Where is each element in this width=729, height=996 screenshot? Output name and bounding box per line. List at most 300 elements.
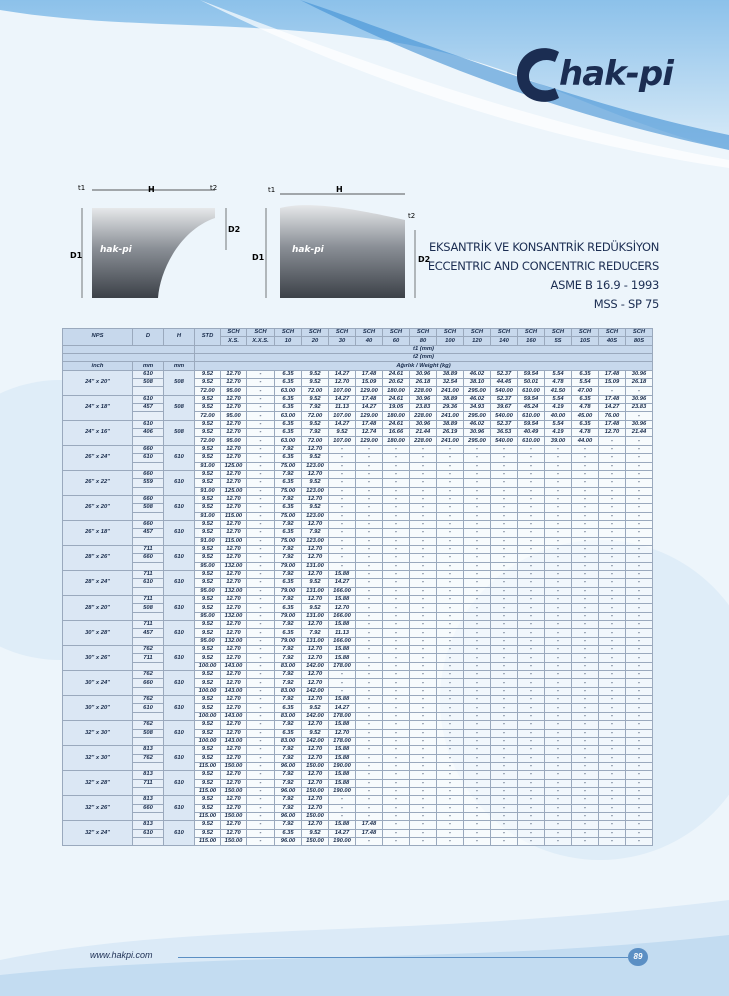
value-cell: 12.70 <box>221 579 247 587</box>
value-cell: - <box>464 671 491 679</box>
value-cell: 295.00 <box>464 412 491 420</box>
value-cell: - <box>518 679 545 687</box>
header-weight: Ağırlık / Weight (kg) <box>195 362 653 370</box>
value-cell: - <box>464 454 491 462</box>
value-cell: 46.02 <box>464 395 491 403</box>
value-cell: - <box>491 529 518 537</box>
value-cell: 150.00 <box>302 762 329 770</box>
value-cell: 34.93 <box>464 404 491 412</box>
value-cell: - <box>383 746 410 754</box>
value-cell: - <box>572 445 599 453</box>
value-cell: - <box>491 462 518 470</box>
value-cell: - <box>437 837 464 845</box>
value-cell: - <box>572 754 599 762</box>
value-cell: - <box>518 729 545 737</box>
value-cell: - <box>545 721 572 729</box>
value-cell: - <box>572 762 599 770</box>
value-cell: - <box>383 520 410 528</box>
value-cell: - <box>464 737 491 745</box>
value-cell: - <box>518 712 545 720</box>
table-row <box>63 687 653 695</box>
value-cell: 9.52 <box>195 596 221 604</box>
value-cell: - <box>626 787 653 795</box>
table-row <box>63 554 653 562</box>
value-cell: - <box>599 729 626 737</box>
value-cell: - <box>599 479 626 487</box>
value-cell: - <box>518 821 545 829</box>
value-cell: 12.70 <box>221 379 247 387</box>
nps-cell: 24" x 20" <box>63 370 133 395</box>
d-cell: 762 <box>133 696 164 704</box>
header-sch: SCH <box>464 329 491 337</box>
value-cell: - <box>491 779 518 787</box>
h-cell: 610 <box>164 721 195 746</box>
value-cell: - <box>599 462 626 470</box>
value-cell: - <box>545 804 572 812</box>
value-cell: - <box>518 654 545 662</box>
value-cell: - <box>437 495 464 503</box>
value-cell: 9.52 <box>195 804 221 812</box>
value-cell: - <box>383 545 410 553</box>
value-cell: 143.00 <box>221 737 247 745</box>
d-cell: 508 <box>133 504 164 512</box>
table-row <box>63 479 653 487</box>
value-cell: - <box>626 479 653 487</box>
value-cell: 178.00 <box>329 712 356 720</box>
value-cell: - <box>572 545 599 553</box>
value-cell: 9.52 <box>195 696 221 704</box>
value-cell: - <box>518 779 545 787</box>
value-cell: - <box>464 562 491 570</box>
value-cell: 96.00 <box>275 787 302 795</box>
value-cell: - <box>599 829 626 837</box>
value-cell: 7.92 <box>275 554 302 562</box>
value-cell: 12.70 <box>302 721 329 729</box>
d-cell: 610 <box>133 370 164 378</box>
value-cell: 79.00 <box>275 587 302 595</box>
value-cell: - <box>383 554 410 562</box>
value-cell: - <box>410 495 437 503</box>
value-cell: - <box>356 646 383 654</box>
value-cell: - <box>464 537 491 545</box>
value-cell: - <box>491 804 518 812</box>
value-cell: - <box>329 479 356 487</box>
header-row-t1 <box>63 345 653 353</box>
value-cell: - <box>437 712 464 720</box>
value-cell: 9.52 <box>195 754 221 762</box>
value-cell: 46.02 <box>464 370 491 378</box>
value-cell: - <box>410 812 437 820</box>
header-sch-name: 140 <box>491 337 518 345</box>
value-cell: - <box>247 445 275 453</box>
value-cell: - <box>437 612 464 620</box>
value-cell: - <box>437 562 464 570</box>
nps-cell: 24" x 16" <box>63 420 133 445</box>
value-cell: 44.45 <box>491 379 518 387</box>
value-cell: - <box>518 629 545 637</box>
value-cell: - <box>491 704 518 712</box>
value-cell: - <box>626 637 653 645</box>
value-cell: - <box>491 754 518 762</box>
drawing-logo-2: hak-pi <box>292 245 324 255</box>
header-sch-name: 10 <box>275 337 302 345</box>
value-cell: - <box>247 596 275 604</box>
value-cell: - <box>437 787 464 795</box>
value-cell: 9.52 <box>195 479 221 487</box>
value-cell: - <box>247 696 275 704</box>
h-cell: 610 <box>164 771 195 796</box>
h-cell: 610 <box>164 821 195 846</box>
brand-logo <box>511 40 691 110</box>
value-cell: - <box>545 671 572 679</box>
table-row <box>63 612 653 620</box>
value-cell: 17.48 <box>356 829 383 837</box>
value-cell: - <box>599 487 626 495</box>
value-cell: 26.19 <box>437 429 464 437</box>
value-cell: - <box>383 629 410 637</box>
value-cell: 32.54 <box>437 379 464 387</box>
value-cell: - <box>410 621 437 629</box>
value-cell: - <box>545 696 572 704</box>
dim-d1-1: D1 <box>70 251 83 260</box>
value-cell: - <box>247 495 275 503</box>
value-cell: 26.18 <box>410 379 437 387</box>
value-cell: - <box>572 729 599 737</box>
value-cell: 12.70 <box>221 470 247 478</box>
value-cell: 6.35 <box>275 629 302 637</box>
value-cell: 178.00 <box>329 737 356 745</box>
value-cell: 100.00 <box>195 662 221 670</box>
d-cell: 711 <box>133 545 164 553</box>
reducer-spec-table <box>62 328 653 846</box>
unit-mm: mm <box>133 362 164 370</box>
value-cell: - <box>383 721 410 729</box>
table-row <box>63 529 653 537</box>
value-cell: - <box>599 570 626 578</box>
value-cell: 6.35 <box>275 504 302 512</box>
value-cell: - <box>626 579 653 587</box>
value-cell: 63.00 <box>275 387 302 395</box>
value-cell: 7.92 <box>275 596 302 604</box>
value-cell: 9.52 <box>195 796 221 804</box>
value-cell: - <box>356 587 383 595</box>
value-cell: 12.70 <box>221 529 247 537</box>
value-cell: - <box>437 671 464 679</box>
value-cell: - <box>491 604 518 612</box>
value-cell: - <box>410 662 437 670</box>
value-cell: 6.35 <box>275 370 302 378</box>
value-cell: - <box>356 520 383 528</box>
value-cell: - <box>545 712 572 720</box>
value-cell: - <box>491 829 518 837</box>
value-cell: 12.70 <box>221 454 247 462</box>
value-cell: - <box>437 570 464 578</box>
value-cell: - <box>383 604 410 612</box>
value-cell: 4.19 <box>545 429 572 437</box>
value-cell: - <box>437 737 464 745</box>
header-sch-name: 100 <box>437 337 464 345</box>
value-cell: 15.88 <box>329 721 356 729</box>
value-cell: 143.00 <box>221 712 247 720</box>
value-cell: - <box>247 387 275 395</box>
value-cell: 83.00 <box>275 737 302 745</box>
value-cell: 166.00 <box>329 587 356 595</box>
value-cell: 17.48 <box>599 370 626 378</box>
value-cell: - <box>437 512 464 520</box>
value-cell: 50.01 <box>518 379 545 387</box>
value-cell: 150.00 <box>221 787 247 795</box>
table-row <box>63 462 653 470</box>
value-cell: 15.88 <box>329 754 356 762</box>
value-cell: - <box>247 679 275 687</box>
nps-cell: 32" x 30" <box>63 746 133 771</box>
value-cell: 59.54 <box>518 420 545 428</box>
table-row <box>63 779 653 787</box>
value-cell: - <box>599 712 626 720</box>
value-cell: 72.00 <box>302 387 329 395</box>
value-cell: - <box>247 787 275 795</box>
footer-divider <box>178 957 628 958</box>
value-cell: 30.96 <box>410 395 437 403</box>
value-cell: 30.96 <box>626 395 653 403</box>
value-cell: - <box>572 529 599 537</box>
value-cell: - <box>626 662 653 670</box>
value-cell: - <box>247 829 275 837</box>
value-cell: 12.70 <box>221 746 247 754</box>
d-cell: 610 <box>133 395 164 403</box>
value-cell: - <box>383 812 410 820</box>
d-cell: 508 <box>133 729 164 737</box>
value-cell: - <box>464 696 491 704</box>
d-cell-empty <box>133 387 164 395</box>
value-cell: - <box>572 570 599 578</box>
value-cell: - <box>491 679 518 687</box>
value-cell: 610.00 <box>518 412 545 420</box>
value-cell: 79.00 <box>275 562 302 570</box>
value-cell: - <box>626 462 653 470</box>
value-cell: - <box>356 787 383 795</box>
value-cell: - <box>491 454 518 462</box>
value-cell: 12.70 <box>329 604 356 612</box>
value-cell: - <box>383 596 410 604</box>
value-cell: - <box>545 579 572 587</box>
header-sch: SCH <box>329 329 356 337</box>
value-cell: - <box>572 737 599 745</box>
value-cell: 30.96 <box>626 370 653 378</box>
value-cell: - <box>247 721 275 729</box>
value-cell: - <box>437 654 464 662</box>
table-row <box>63 487 653 495</box>
value-cell: 12.70 <box>221 479 247 487</box>
value-cell: - <box>464 712 491 720</box>
value-cell: 76.00 <box>599 412 626 420</box>
value-cell: - <box>383 621 410 629</box>
page-number: 89 <box>628 948 648 966</box>
value-cell: - <box>356 812 383 820</box>
value-cell: 52.37 <box>491 395 518 403</box>
value-cell: - <box>464 829 491 837</box>
value-cell: - <box>626 512 653 520</box>
value-cell: - <box>410 804 437 812</box>
value-cell: - <box>626 495 653 503</box>
value-cell: 7.92 <box>275 570 302 578</box>
value-cell: 9.52 <box>195 721 221 729</box>
value-cell: - <box>599 779 626 787</box>
value-cell: 12.70 <box>221 570 247 578</box>
value-cell: 7.92 <box>302 629 329 637</box>
value-cell: 129.00 <box>356 387 383 395</box>
value-cell: - <box>410 554 437 562</box>
value-cell: - <box>518 579 545 587</box>
d-cell: 457 <box>133 529 164 537</box>
value-cell: - <box>247 837 275 845</box>
nps-cell: 24" x 18" <box>63 395 133 420</box>
value-cell: 228.00 <box>410 387 437 395</box>
value-cell: 100.00 <box>195 712 221 720</box>
value-cell: - <box>599 662 626 670</box>
value-cell: 4.78 <box>572 404 599 412</box>
value-cell: 9.52 <box>195 646 221 654</box>
value-cell: - <box>356 504 383 512</box>
value-cell: - <box>518 487 545 495</box>
value-cell: - <box>247 404 275 412</box>
d-cell: 406 <box>133 429 164 437</box>
value-cell: - <box>464 587 491 595</box>
value-cell: - <box>626 771 653 779</box>
value-cell: - <box>410 470 437 478</box>
value-cell: 9.52 <box>195 629 221 637</box>
value-cell: - <box>247 796 275 804</box>
title-mss: MSS - SP 75 <box>593 297 659 311</box>
value-cell: - <box>572 604 599 612</box>
d-cell-empty <box>133 587 164 595</box>
header-t2: t2 (mm) <box>195 354 653 362</box>
value-cell: 5.54 <box>545 420 572 428</box>
value-cell: - <box>518 771 545 779</box>
h-cell: 508 <box>164 370 195 395</box>
value-cell: 14.27 <box>329 395 356 403</box>
value-cell: 91.00 <box>195 462 221 470</box>
h-cell: 610 <box>164 646 195 671</box>
value-cell: 16.66 <box>383 429 410 437</box>
value-cell: - <box>464 545 491 553</box>
value-cell: - <box>410 787 437 795</box>
value-cell: - <box>247 762 275 770</box>
value-cell: - <box>410 445 437 453</box>
value-cell: 9.52 <box>195 504 221 512</box>
value-cell: - <box>383 487 410 495</box>
table-row <box>63 504 653 512</box>
value-cell: - <box>518 545 545 553</box>
value-cell: - <box>518 554 545 562</box>
header-sch: SCH <box>221 329 247 337</box>
value-cell: - <box>383 787 410 795</box>
value-cell: - <box>356 796 383 804</box>
nps-cell: 28" x 26" <box>63 545 133 570</box>
value-cell: 23.83 <box>626 404 653 412</box>
value-cell: - <box>437 746 464 754</box>
value-cell: - <box>626 412 653 420</box>
value-cell: - <box>356 746 383 754</box>
website-link[interactable]: www.hakpi.com <box>90 950 153 960</box>
value-cell: - <box>491 512 518 520</box>
value-cell: 38.10 <box>464 379 491 387</box>
value-cell: 6.35 <box>572 395 599 403</box>
value-cell: - <box>491 445 518 453</box>
value-cell: - <box>464 654 491 662</box>
value-cell: - <box>599 637 626 645</box>
value-cell: 9.52 <box>195 771 221 779</box>
value-cell: 9.52 <box>195 554 221 562</box>
value-cell: - <box>410 487 437 495</box>
value-cell: - <box>626 687 653 695</box>
value-cell: - <box>247 512 275 520</box>
d-cell: 813 <box>133 796 164 804</box>
value-cell: - <box>491 721 518 729</box>
value-cell: 12.70 <box>221 704 247 712</box>
value-cell: - <box>545 604 572 612</box>
value-cell: 150.00 <box>302 812 329 820</box>
value-cell: 9.52 <box>195 454 221 462</box>
d-cell: 813 <box>133 821 164 829</box>
value-cell: - <box>383 587 410 595</box>
value-cell: - <box>599 737 626 745</box>
value-cell: - <box>626 829 653 837</box>
value-cell: - <box>356 470 383 478</box>
value-cell: 7.92 <box>275 779 302 787</box>
value-cell: - <box>437 587 464 595</box>
value-cell: - <box>518 837 545 845</box>
value-cell: 12.70 <box>302 804 329 812</box>
value-cell: 9.52 <box>195 729 221 737</box>
value-cell: - <box>545 520 572 528</box>
value-cell: - <box>572 504 599 512</box>
value-cell: - <box>599 671 626 679</box>
value-cell: - <box>437 687 464 695</box>
header-row-sch-top <box>63 329 653 337</box>
value-cell: - <box>247 579 275 587</box>
table-row <box>63 712 653 720</box>
value-cell: - <box>437 754 464 762</box>
d-cell: 660 <box>133 495 164 503</box>
value-cell: - <box>464 487 491 495</box>
value-cell: 6.35 <box>275 395 302 403</box>
header-sch-name: 40S <box>599 337 626 345</box>
value-cell: - <box>518 596 545 604</box>
h-cell: 610 <box>164 596 195 621</box>
value-cell: - <box>247 737 275 745</box>
value-cell: - <box>410 754 437 762</box>
value-cell: 107.00 <box>329 387 356 395</box>
value-cell: 9.52 <box>195 545 221 553</box>
value-cell: 72.00 <box>195 387 221 395</box>
value-cell: - <box>410 504 437 512</box>
value-cell: - <box>545 837 572 845</box>
header-sch-name: 120 <box>464 337 491 345</box>
value-cell: - <box>626 454 653 462</box>
table-row <box>63 671 653 679</box>
value-cell: - <box>437 679 464 687</box>
nps-cell: 26" x 20" <box>63 495 133 520</box>
value-cell: 6.35 <box>275 404 302 412</box>
spec-table-body <box>63 370 653 846</box>
value-cell: 44.00 <box>572 437 599 445</box>
header-sch: SCH <box>247 329 275 337</box>
value-cell: - <box>437 637 464 645</box>
value-cell: - <box>518 812 545 820</box>
value-cell: - <box>383 704 410 712</box>
value-cell: - <box>410 646 437 654</box>
